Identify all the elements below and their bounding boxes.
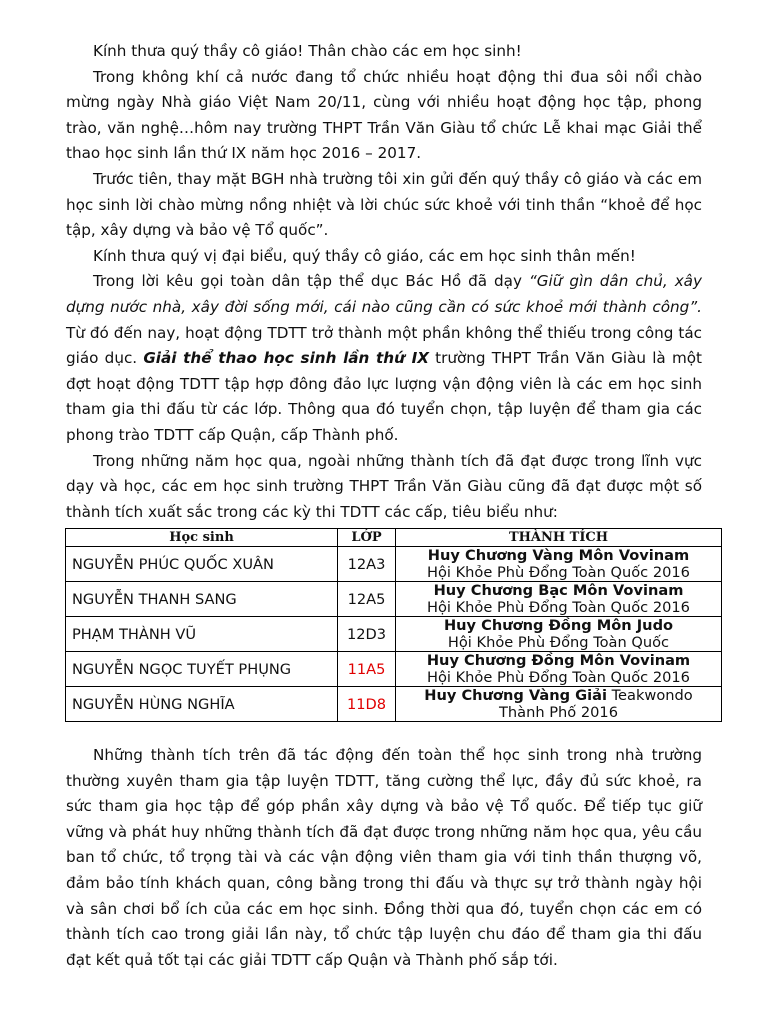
student-name: NGUYỄN THANH SANG (66, 582, 338, 617)
achievement (396, 617, 722, 652)
award-event: Hội Khỏe Phù Đổng Toàn Quốc (447, 634, 670, 651)
award-medal: Huy Chương Đồng Môn Judo (443, 617, 674, 634)
tournament-title: Giải thể thao học sinh lần thứ IX (143, 349, 429, 368)
student-class: 12A5 (338, 582, 396, 617)
award-event: Hội Khỏe Phù Đổng Toàn Quốc 2016 (427, 564, 690, 581)
achievement (396, 547, 722, 582)
tournament-description: trường THPT Trần Văn Giàu là một đợt hoạt động TDTT tập hợp đông đảo lực lượng vận động viên là các em học sinh tham gia thi đấu từ các lớp. Thông qua đó tuyển chọn, tập luyện để tham gia các phong trào TDTT cấp Quận, cấp Thành phố. (66, 349, 702, 444)
award-medal: Huy Chương Vàng Môn Vovinam (427, 547, 690, 564)
achievement (396, 582, 722, 617)
student-class: 12D3 (338, 617, 396, 652)
paragraph-welcome: Trước tiên, thay mặt BGH nhà trường tôi xin gửi đến quý thầy cô giáo và các em học sinh lời chào mừng nồng nhiệt và lời chúc sức khoẻ với tinh thần “khoẻ để học tập, xây dựng và bảo vệ Tổ quốc”. (66, 169, 702, 240)
award-title (396, 687, 721, 704)
quote-followup: Từ đó đến nay, hoạt động TDTT trở thành một phần không thể thiếu trong công tác giáo dục. (66, 323, 702, 368)
award-title (396, 547, 721, 564)
student-name: PHẠM THÀNH VŨ (66, 617, 338, 652)
award-title (396, 582, 721, 599)
paragraph-closing: Những thành tích trên đã tác động đến toàn thể học sinh trong nhà trường thường xuyên tham gia tập luyện TDTT, tăng cường thể lực, đầy đủ sức khoẻ, ra sức tham gia học tập để góp phần xây dựng và bảo vệ Tổ quốc. Để tiếp tục giữ vững và phát huy những thành tích đã đạt được trong những năm học qua, yêu cầu ban tổ chức, tổ trọng tài và các vận động viên tham gia với tinh thần thượng võ, đảm bảo tính khách quan, công bằng trong thi đấu và thực sự trở thành ngày hội và sân chơi bổ ích của các em học sinh. Đồng thời qua đó, tuyển chọn các em có thành tích cao trong giải lần này, tổ chức tập luyện chu đáo để tham gia thi đấu đạt kết quả tốt tại các giải TDTT cấp Quận và Thành phố sắp tới. (66, 746, 702, 969)
table-row (66, 617, 722, 652)
student-class: 11A5 (338, 652, 396, 687)
achievement (396, 652, 722, 687)
header-class: LỚP (338, 529, 396, 547)
student-class: 11D8 (338, 687, 396, 722)
greeting-teachers: Kính thưa quý thầy cô giáo! Thân chào các em học sinh! (93, 42, 522, 60)
paragraph-uncle-ho-quote (66, 269, 702, 448)
table-row (66, 547, 722, 582)
paragraph-occasion: Trong không khí cả nước đang tổ chức nhiều hoạt động thi đua sôi nổi chào mừng ngày Nhà giáo Việt Nam 20/11, cùng với nhiều hoạt động học tập, phong trào, văn nghệ…hôm nay trường THPT Trần Văn Giàu tổ chức Lễ khai mạc Giải thể thao học sinh lần thứ IX năm học 2016 – 2017. (66, 67, 702, 163)
table-row (66, 652, 722, 687)
table-row (66, 687, 722, 722)
award-title (396, 617, 721, 634)
award-event: Hội Khỏe Phù Đổng Toàn Quốc 2016 (427, 599, 690, 616)
student-name: NGUYỄN HÙNG NGHĨA (66, 687, 338, 722)
paragraph-achievements-intro: Trong những năm học qua, ngoài những thành tích đã đạt được trong lĩnh vực dạy và học, các em học sinh trường THPT Trần Văn Giàu cũng đã đạt được một số thành tích xuất sắc trong các kỳ thi TDTT các cấp, tiêu biểu như: (66, 451, 702, 521)
uncle-ho-quote: “Giữ gìn dân chủ, xây dựng nước nhà, xây đời sống mới, cái nào cũng cần có sức khoẻ mới thành công”. (66, 272, 702, 316)
student-class: 12A3 (338, 547, 396, 582)
achievements-table (65, 528, 722, 722)
greeting-guests: Kính thưa quý vị đại biểu, quý thầy cô giáo, các em học sinh thân mến! (93, 246, 636, 265)
table-body (66, 547, 722, 722)
student-name: NGUYỄN PHÚC QUỐC XUÂN (66, 547, 338, 582)
award-medal: Huy Chương Bạc Môn Vovinam (433, 582, 684, 599)
table-header-row (66, 529, 722, 547)
quote-lead: Trong lời kêu gọi toàn dân tập thể dục Bác Hồ đã dạy (93, 272, 529, 291)
speech-closing (66, 743, 702, 973)
header-student: Học sinh (66, 529, 338, 547)
speech-intro (66, 39, 702, 525)
award-title (396, 652, 721, 669)
award-medal: Huy Chương Đồng Môn Vovinam (426, 652, 691, 669)
award-medal: Huy Chương Vàng Giải (424, 687, 607, 704)
table-row (66, 582, 722, 617)
student-name: NGUYỄN NGỌC TUYẾT PHỤNG (66, 652, 338, 687)
header-achievement: THÀNH TÍCH (396, 529, 722, 547)
award-sport: Teakwondo (606, 687, 693, 704)
award-event: Thành Phố 2016 (498, 704, 618, 721)
award-event: Hội Khỏe Phù Đổng Toàn Quốc 2016 (427, 669, 690, 686)
achievement (396, 687, 722, 722)
